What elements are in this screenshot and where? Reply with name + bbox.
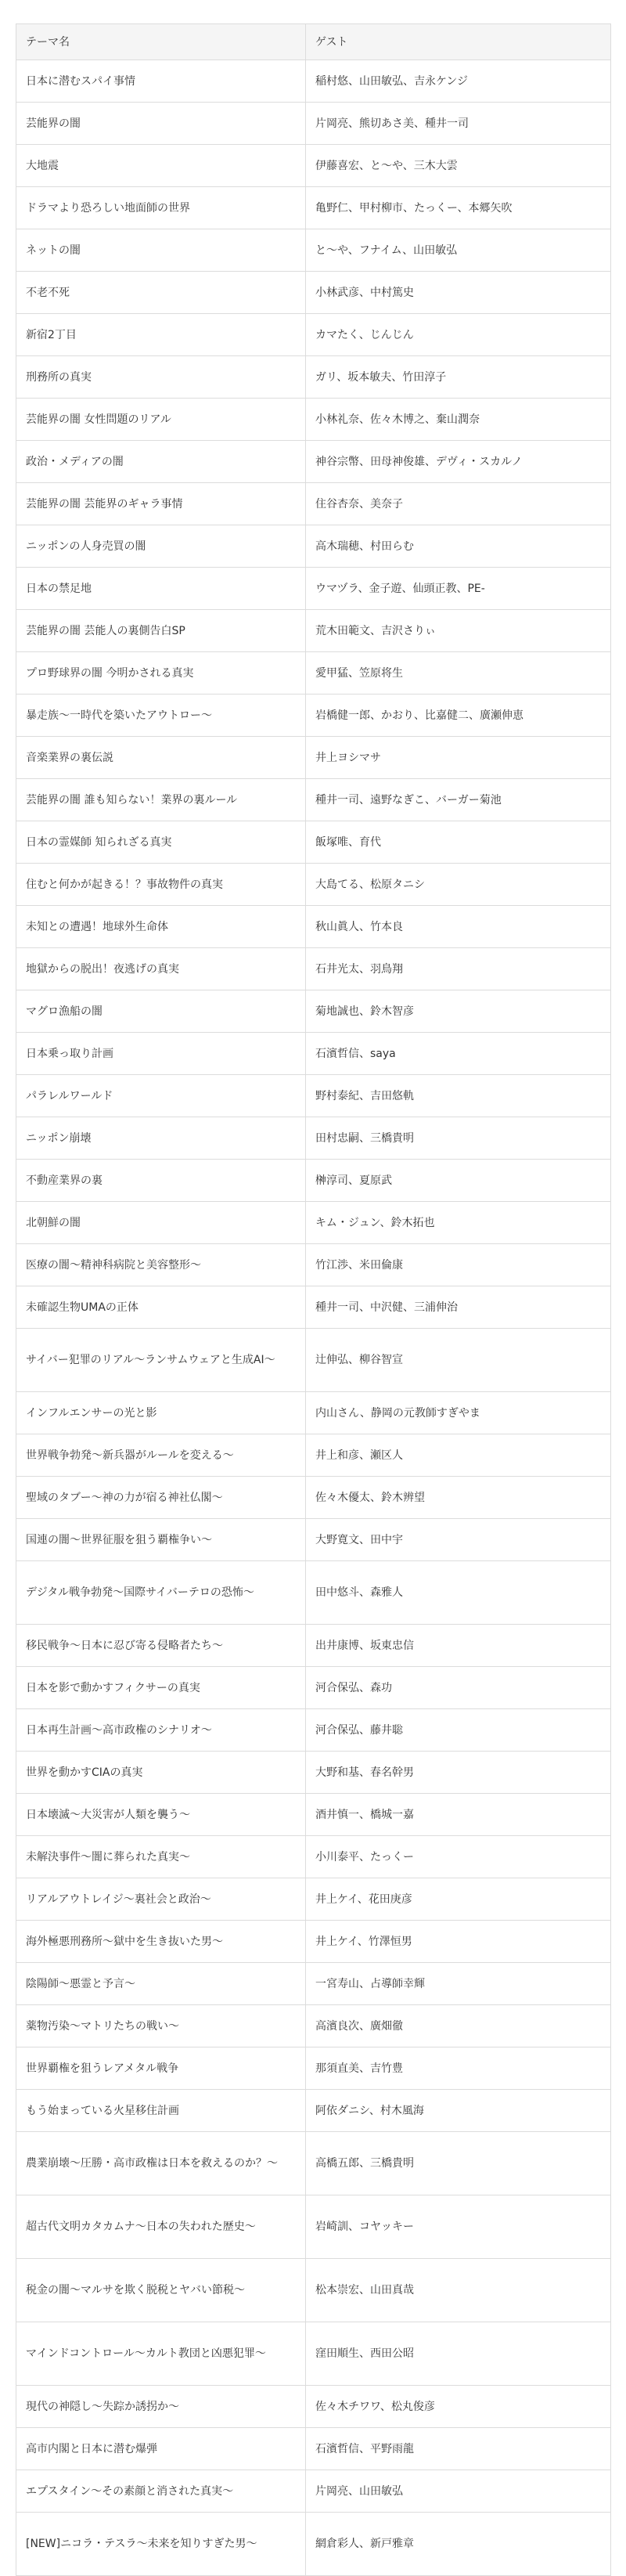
theme-cell: 芸能界の闇 女性問題のリアル xyxy=(16,399,306,441)
theme-cell: 暴走族〜一時代を築いたアウトロー〜 xyxy=(16,695,306,737)
theme-cell: 刑務所の真実 xyxy=(16,356,306,399)
guest-cell: 大野寛文、田中宇 xyxy=(306,1519,611,1561)
table-row xyxy=(16,272,611,314)
table-body xyxy=(16,60,611,2576)
theme-cell: 芸能界の闇 芸能人の裏側告白SP xyxy=(16,610,306,652)
theme-cell: 地獄からの脱出！夜逃げの真実 xyxy=(16,948,306,990)
guest-cell: 高橋五郎、三橋貴明 xyxy=(306,2132,611,2195)
guest-cell: 佐々木チワワ、松丸俊彦 xyxy=(306,2386,611,2428)
guest-cell: ガリ、坂本敏夫、竹田淳子 xyxy=(306,356,611,399)
theme-cell: 日本を影で動かすフィクサーの真実 xyxy=(16,1667,306,1709)
table-row xyxy=(16,1392,611,1434)
theme-cell: 音楽業界の裏伝説 xyxy=(16,737,306,779)
table-row xyxy=(16,821,611,864)
table-row xyxy=(16,1878,611,1921)
table-row xyxy=(16,1033,611,1075)
table-row xyxy=(16,1709,611,1752)
guest-cell: 井上ケイ、竹澤恒男 xyxy=(306,1921,611,1963)
theme-cell: リアルアウトレイジ〜裏社会と政治〜 xyxy=(16,1878,306,1921)
theme-cell: 農業崩壊〜圧勝・高市政権は日本を救えるのか？〜 xyxy=(16,2132,306,2195)
guest-cell: 秋山眞人、竹本良 xyxy=(306,906,611,948)
table-row xyxy=(16,2195,611,2259)
table-row xyxy=(16,779,611,821)
guest-cell: 小林礼奈、佐々木博之、棄山潤奈 xyxy=(306,399,611,441)
table-row xyxy=(16,60,611,103)
table-row xyxy=(16,1752,611,1794)
guest-cell: 窪田順生、西田公昭 xyxy=(306,2322,611,2386)
table-row xyxy=(16,483,611,525)
guest-cell: 小林武彦、中村篤史 xyxy=(306,272,611,314)
guest-cell: 大島てる、松原タニシ xyxy=(306,864,611,906)
table-row xyxy=(16,525,611,568)
guest-cell: 井上ケイ、花田庚彦 xyxy=(306,1878,611,1921)
guest-column-header: ゲスト xyxy=(306,24,611,60)
table-row xyxy=(16,1921,611,1963)
guest-cell: 菊地誠也、鈴木智彦 xyxy=(306,990,611,1033)
guest-cell: 内山さん、静岡の元教師すぎやま xyxy=(306,1392,611,1434)
theme-cell: もう始まっている火星移住計画 xyxy=(16,2090,306,2132)
theme-cell: ニッポンの人身売買の闇 xyxy=(16,525,306,568)
table-row xyxy=(16,1329,611,1392)
table-row xyxy=(16,1286,611,1329)
theme-cell: 海外極悪刑務所〜獄中を生き抜いた男〜 xyxy=(16,1921,306,1963)
guest-cell: 一宮寿山、占導師幸輝 xyxy=(306,1963,611,2005)
guest-cell: 石濱哲信、平野雨龍 xyxy=(306,2428,611,2470)
table-row xyxy=(16,568,611,610)
table-row xyxy=(16,610,611,652)
theme-cell: ニッポン崩壊 xyxy=(16,1117,306,1160)
theme-cell: 大地震 xyxy=(16,145,306,187)
guest-cell: 阿依ダニシ、村木風海 xyxy=(306,2090,611,2132)
guest-cell: ウマヅラ、金子遊、仙頭正教、PE- xyxy=(306,568,611,610)
table-row xyxy=(16,652,611,695)
theme-cell: 薬物汚染〜マトリたちの戦い〜 xyxy=(16,2005,306,2047)
theme-cell: エプスタイン〜その素顔と消された真実〜 xyxy=(16,2470,306,2513)
theme-cell: 日本の禁足地 xyxy=(16,568,306,610)
guest-cell: 高濱良次、廣畑徹 xyxy=(306,2005,611,2047)
theme-cell: 聖域のタブー〜神の力が宿る神社仏閣〜 xyxy=(16,1477,306,1519)
table-row xyxy=(16,1561,611,1625)
table-row xyxy=(16,1244,611,1286)
theme-cell: 芸能界の闇 誰も知らない！業界の裏ルール xyxy=(16,779,306,821)
guest-cell: 亀野仁、甲村柳市、たっくー、本郷矢吹 xyxy=(306,187,611,229)
guest-cell: 河合保弘、森功 xyxy=(306,1667,611,1709)
table-row xyxy=(16,2322,611,2386)
table-row xyxy=(16,1117,611,1160)
table-row xyxy=(16,2090,611,2132)
table-row xyxy=(16,145,611,187)
theme-cell: 日本の霊媒師 知られざる真実 xyxy=(16,821,306,864)
theme-cell: 税金の闇〜マルサを欺く脱税とヤバい節税〜 xyxy=(16,2259,306,2322)
table-row xyxy=(16,1519,611,1561)
table-row xyxy=(16,1836,611,1878)
guest-cell: と〜や、フナイム、山田敏弘 xyxy=(306,229,611,272)
table-row xyxy=(16,2132,611,2195)
guest-cell: 田中悠斗、森雅人 xyxy=(306,1561,611,1625)
guest-cell: 片岡亮、山田敏弘 xyxy=(306,2470,611,2513)
theme-column-header: テーマ名 xyxy=(16,24,306,60)
theme-cell: インフルエンサーの光と影 xyxy=(16,1392,306,1434)
guest-cell: 出井康博、坂東忠信 xyxy=(306,1625,611,1667)
theme-cell: 不動産業界の裏 xyxy=(16,1160,306,1202)
theme-cell: [NEW]ニコラ・テスラ〜未来を知りすぎた男〜 xyxy=(16,2513,306,2576)
table-row xyxy=(16,2386,611,2428)
theme-cell: 住むと何かが起きる！？事故物件の真実 xyxy=(16,864,306,906)
guest-cell: 小川泰平、たっくー xyxy=(306,1836,611,1878)
table-row xyxy=(16,948,611,990)
guest-cell: 酒井慎一、橋城一嘉 xyxy=(306,1794,611,1836)
table-row xyxy=(16,2428,611,2470)
table-row xyxy=(16,1667,611,1709)
guest-cell: 飯塚唯、育代 xyxy=(306,821,611,864)
guest-cell: 石濱哲信、saya xyxy=(306,1033,611,1075)
theme-guest-table xyxy=(16,23,611,2576)
theme-cell: 政治・メディアの闇 xyxy=(16,441,306,483)
table-row xyxy=(16,1477,611,1519)
theme-cell: プロ野球界の闇 今明かされる真実 xyxy=(16,652,306,695)
theme-cell: 未解決事件〜闇に葬られた真実〜 xyxy=(16,1836,306,1878)
table-row xyxy=(16,1434,611,1477)
guest-cell: 榊淳司、夏原武 xyxy=(306,1160,611,1202)
table-row xyxy=(16,1202,611,1244)
guest-cell: 高木瑞穂、村田らむ xyxy=(306,525,611,568)
theme-cell: 新宿2丁目 xyxy=(16,314,306,356)
theme-cell: 日本壊滅〜大災害が人類を襲う〜 xyxy=(16,1794,306,1836)
guest-cell: 佐々木優太、鈴木辨望 xyxy=(306,1477,611,1519)
table-row xyxy=(16,990,611,1033)
table-row xyxy=(16,2259,611,2322)
guest-cell: 田村忠嗣、三橋貴明 xyxy=(306,1117,611,1160)
guest-cell: 稲村悠、山田敏弘、吉永ケンジ xyxy=(306,60,611,103)
table-row xyxy=(16,864,611,906)
theme-cell: 日本に潜むスパイ事情 xyxy=(16,60,306,103)
theme-cell: 世界覇権を狙うレアメタル戦争 xyxy=(16,2047,306,2090)
guest-cell: 愛甲猛、笠原将生 xyxy=(306,652,611,695)
table-row xyxy=(16,356,611,399)
guest-cell: 竹江渉、米田倫康 xyxy=(306,1244,611,1286)
guest-cell: 神谷宗幣、田母神俊雄、デヴィ・スカルノ xyxy=(306,441,611,483)
guest-cell: 那須直美、吉竹豊 xyxy=(306,2047,611,2090)
theme-cell: 世界を動かすCIAの真実 xyxy=(16,1752,306,1794)
table-row xyxy=(16,2005,611,2047)
guest-cell: カマたく、じんじん xyxy=(306,314,611,356)
theme-cell: 世界戦争勃発〜新兵器がルールを変える〜 xyxy=(16,1434,306,1477)
table-row xyxy=(16,1625,611,1667)
guest-cell: 網倉彩人、新戸雅章 xyxy=(306,2513,611,2576)
guest-cell: 井上和彦、瀬区人 xyxy=(306,1434,611,1477)
guest-cell: 伊藤喜宏、と〜や、三木大雲 xyxy=(306,145,611,187)
table-row xyxy=(16,906,611,948)
theme-cell: 芸能界の闇 芸能界のギャラ事情 xyxy=(16,483,306,525)
theme-cell: 移民戦争〜日本に忍び寄る侵略者たち〜 xyxy=(16,1625,306,1667)
theme-cell: 高市内閣と日本に潜む爆弾 xyxy=(16,2428,306,2470)
theme-cell: 陰陽師〜悪霊と予言〜 xyxy=(16,1963,306,2005)
guest-cell: キム・ジュン、鈴木拓也 xyxy=(306,1202,611,1244)
table-row xyxy=(16,2470,611,2513)
theme-cell: 超古代文明カタカムナ〜日本の失われた歴史〜 xyxy=(16,2195,306,2259)
theme-cell: 日本乗っ取り計画 xyxy=(16,1033,306,1075)
guest-cell: 種井一司、中沢健、三浦伸治 xyxy=(306,1286,611,1329)
guest-cell: 住谷杏奈、美奈子 xyxy=(306,483,611,525)
theme-cell: 北朝鮮の闇 xyxy=(16,1202,306,1244)
theme-cell: 現代の神隠し〜失踪か誘拐か〜 xyxy=(16,2386,306,2428)
guest-cell: 荒木田範文、吉沢さりぃ xyxy=(306,610,611,652)
guest-cell: 大野和基、春名幹男 xyxy=(306,1752,611,1794)
table-row xyxy=(16,103,611,145)
theme-cell: 未知との遭遇！地球外生命体 xyxy=(16,906,306,948)
table-row xyxy=(16,399,611,441)
table-row xyxy=(16,695,611,737)
table-row xyxy=(16,229,611,272)
theme-cell: ドラマより恐ろしい地面師の世界 xyxy=(16,187,306,229)
theme-cell: デジタル戦争勃発〜国際サイバーテロの恐怖〜 xyxy=(16,1561,306,1625)
table-row xyxy=(16,737,611,779)
theme-cell: 未確認生物UMAの正体 xyxy=(16,1286,306,1329)
table-row xyxy=(16,314,611,356)
theme-cell: 国連の闇〜世界征服を狙う覇権争い〜 xyxy=(16,1519,306,1561)
theme-cell: マインドコントロール〜カルト教団と凶悪犯罪〜 xyxy=(16,2322,306,2386)
table-row xyxy=(16,441,611,483)
theme-cell: パラレルワールド xyxy=(16,1075,306,1117)
guest-cell: 井上ヨシマサ xyxy=(306,737,611,779)
table-row xyxy=(16,2513,611,2576)
guest-cell: 岩崎訓、コヤッキー xyxy=(306,2195,611,2259)
theme-cell: 医療の闇〜精神科病院と美容整形〜 xyxy=(16,1244,306,1286)
guest-cell: 石井光太、羽鳥翔 xyxy=(306,948,611,990)
theme-cell: ネットの闇 xyxy=(16,229,306,272)
table-header-row xyxy=(16,24,611,60)
guest-cell: 松本崇宏、山田真哉 xyxy=(306,2259,611,2322)
guest-cell: 片岡亮、熊切あさ美、種井一司 xyxy=(306,103,611,145)
content-area xyxy=(16,23,610,2576)
guest-cell: 種井一司、遠野なぎこ、バーガー菊池 xyxy=(306,779,611,821)
table-row xyxy=(16,1075,611,1117)
theme-cell: 不老不死 xyxy=(16,272,306,314)
theme-cell: マグロ漁船の闇 xyxy=(16,990,306,1033)
theme-cell: 芸能界の闇 xyxy=(16,103,306,145)
guest-cell: 野村泰紀、吉田悠軌 xyxy=(306,1075,611,1117)
table-row xyxy=(16,2047,611,2090)
table-row xyxy=(16,1794,611,1836)
table-row xyxy=(16,1160,611,1202)
guest-cell: 河合保弘、藤井聡 xyxy=(306,1709,611,1752)
guest-cell: 辻伸弘、柳谷智宣 xyxy=(306,1329,611,1392)
theme-cell: 日本再生計画〜高市政権のシナリオ〜 xyxy=(16,1709,306,1752)
theme-cell: サイバー犯罪のリアル〜ランサムウェアと生成AI〜 xyxy=(16,1329,306,1392)
table-row xyxy=(16,187,611,229)
guest-cell: 岩橋健一郎、かおり、比嘉健二、廣瀬伸恵 xyxy=(306,695,611,737)
table-row xyxy=(16,1963,611,2005)
